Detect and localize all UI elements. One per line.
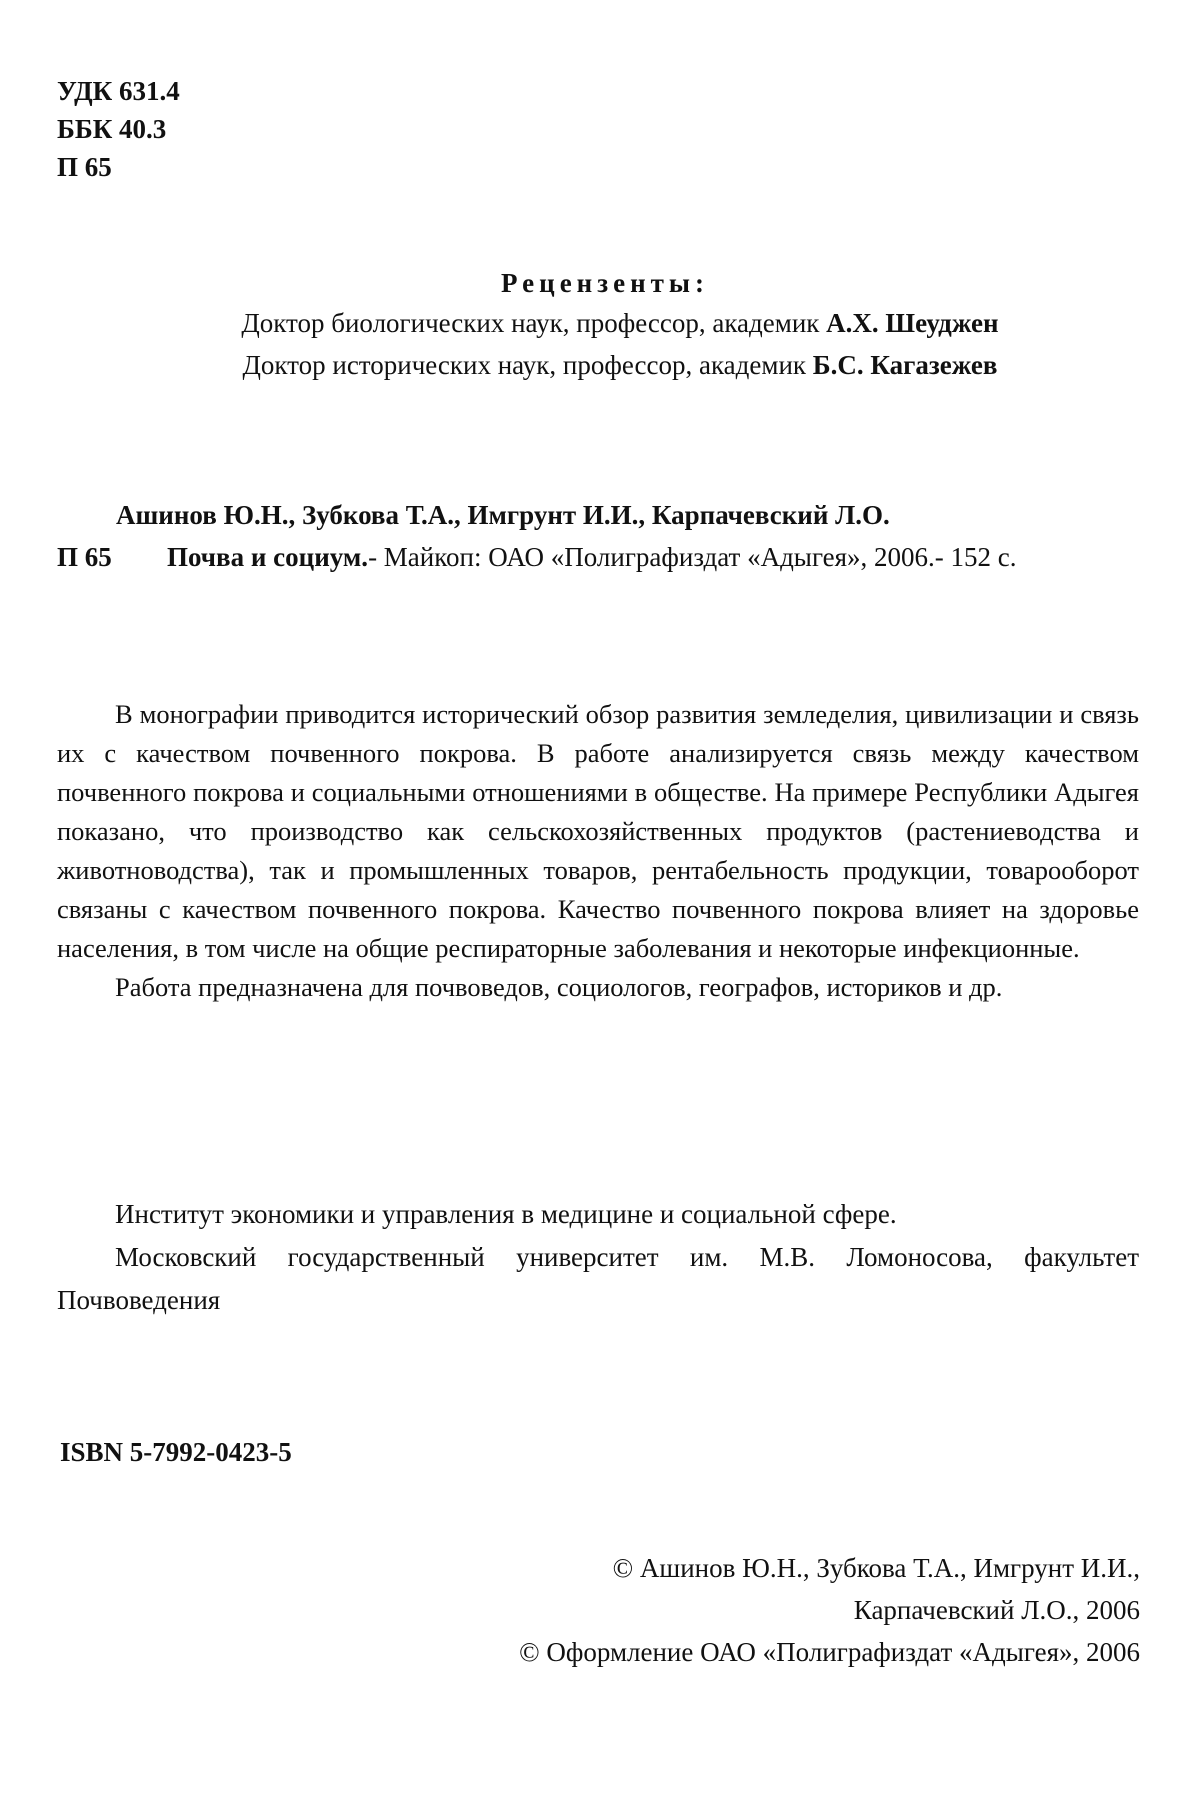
authors-line: Ашинов Ю.Н., Зубкова Т.А., Имгрунт И.И., Карпачевский Л.О. xyxy=(116,500,890,530)
abstract xyxy=(57,695,1139,1007)
udk-code: УДК 631.4 xyxy=(57,76,180,106)
reviewers-heading: Рецензенты: xyxy=(501,268,709,298)
bibliographic-record xyxy=(57,542,1137,573)
copyright-line-3: © Оформление ОАО «Полиграфиздат «Адыгея», 2006 xyxy=(519,1637,1140,1667)
biblio-code: П 65 xyxy=(57,542,112,572)
institution-1: Институт экономики и управления в медицине и социальной сфере. xyxy=(115,1199,897,1229)
copyright-line-1: © Ашинов Ю.Н., Зубкова Т.А., Имгрунт И.И., xyxy=(612,1553,1140,1583)
book-title: Почва и социум. xyxy=(167,542,369,572)
institutions xyxy=(57,1193,1139,1322)
reviewer-1-name: А.Х. Шеуджен xyxy=(826,308,999,338)
reviewer-2-name: Б.С. Кагазежев xyxy=(812,350,998,380)
reviewer-2 xyxy=(0,350,1200,381)
copyright-block xyxy=(519,1547,1140,1673)
reviewer-1-credentials: Доктор биологических наук, профессор, академик xyxy=(241,308,820,338)
institution-2: Московский государственный университет им. М.В. Ломоносова, факультет Почвоведения xyxy=(57,1242,1139,1315)
classification-block xyxy=(57,72,180,186)
copyright-line-2: Карпачевский Л.О., 2006 xyxy=(853,1595,1140,1625)
author-sign-code: П 65 xyxy=(57,152,112,182)
reviewer-2-credentials: Доктор исторических наук, профессор, академик xyxy=(242,350,807,380)
reviewer-1 xyxy=(0,308,1200,339)
imprint-details: - Майкоп: ОАО «Полиграфиздат «Адыгея», 2006.- 152 с. xyxy=(368,542,1017,572)
abstract-paragraph-2: Работа предназначена для почвоведов, социологов, географов, историков и др. xyxy=(115,972,1003,1002)
isbn: ISBN 5-7992-0423-5 xyxy=(60,1437,292,1467)
bbk-code: ББК 40.3 xyxy=(57,114,167,144)
abstract-paragraph-1: В монографии приводится исторический обзор развития земледелия, цивилизации и связь их с качеством почвенного покрова. В работе анализируется связь между качеством почвенного покрова и социальными отношениями в обществе. На примере Республики Адыгея показано, что производство как сельскохозяйственных продуктов (растениеводства и животноводства), так и промышленных товаров, рентабельность продукции, товарооборот связаны с качеством почвенного покрова. Качество почвенного покрова влияет на здоровье населения, в том числе на общие респираторные заболевания и некоторые инфекционные. xyxy=(57,699,1139,963)
